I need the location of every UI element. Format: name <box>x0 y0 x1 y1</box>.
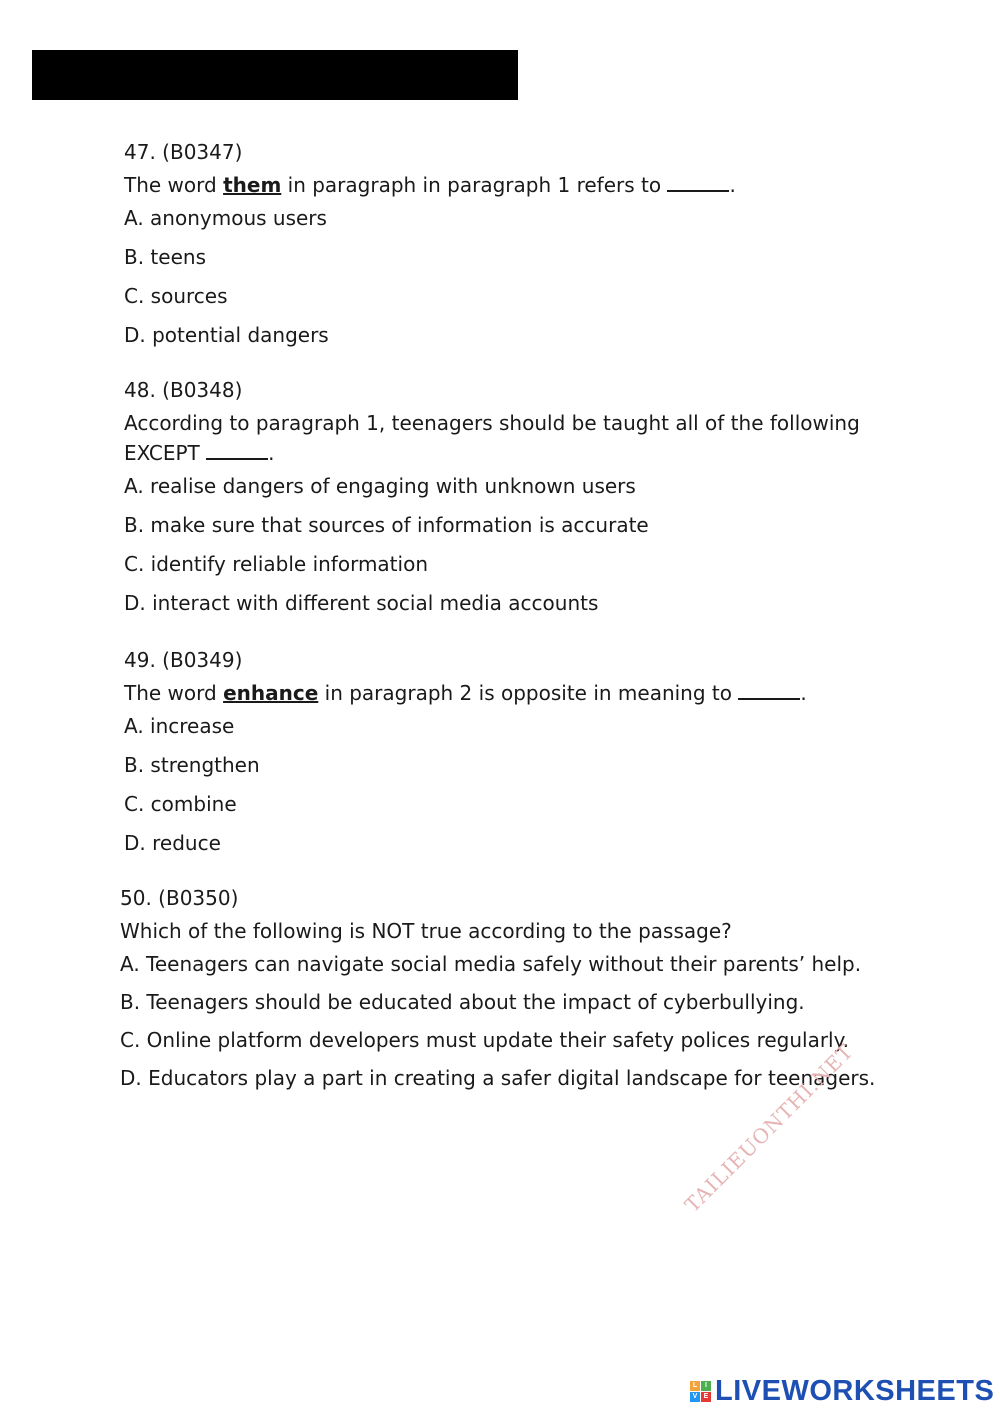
question-50 <box>120 884 920 1102</box>
logo-mark-letter: I <box>701 1381 711 1391</box>
option-b: B. Teenagers should be educated about the impact of cyberbullying. <box>120 990 805 1014</box>
option-b: B. strengthen <box>124 753 260 777</box>
option-d: D. Educators play a part in creating a safer digital landscape for teenagers. <box>120 1066 876 1090</box>
option-d: D. reduce <box>124 831 221 855</box>
answer-blank <box>206 440 268 460</box>
question-number: 49. (B0349) <box>124 648 243 672</box>
option-c: C. identify reliable information <box>124 552 428 576</box>
option-d: D. interact with different social media accounts <box>124 591 599 615</box>
option-c: C. sources <box>124 284 228 308</box>
option-c: C. combine <box>124 792 237 816</box>
question-stem: The word them in paragraph in paragraph 1 refers to . <box>124 173 736 197</box>
option-c: C. Online platform developers must update their safety polices regularly. <box>120 1028 849 1052</box>
question-number: 47. (B0347) <box>124 140 243 164</box>
option-a: A. increase <box>124 714 235 738</box>
redaction-bar <box>32 50 518 100</box>
logo-mark-letter: L <box>690 1381 700 1391</box>
option-d: D. potential dangers <box>124 323 329 347</box>
option-a: A. Teenagers can navigate social media safely without their parents’ help. <box>120 952 862 976</box>
liveworksheets-logo[interactable] <box>690 1373 994 1409</box>
option-b: B. make sure that sources of information is accurate <box>124 513 649 537</box>
question-47 <box>124 138 904 360</box>
liveworksheets-icon <box>690 1381 711 1402</box>
question-stem: The word enhance in paragraph 2 is opposite in meaning to . <box>124 681 807 705</box>
logo-mark-letter: E <box>701 1392 711 1402</box>
question-49 <box>124 646 904 868</box>
logo-mark-letter: V <box>690 1392 700 1402</box>
keyword: enhance <box>223 681 319 705</box>
question-number: 50. (B0350) <box>120 886 239 910</box>
question-number: 48. (B0348) <box>124 378 243 402</box>
option-b: B. teens <box>124 245 206 269</box>
watermark: TAILIEUONTHI.NET <box>680 1039 858 1217</box>
answer-blank <box>738 680 800 700</box>
option-a: A. anonymous users <box>124 206 327 230</box>
question-48 <box>124 376 904 628</box>
answer-blank <box>667 172 729 192</box>
keyword: them <box>223 173 282 197</box>
question-stem: Which of the following is NOT true according to the passage? <box>120 919 732 943</box>
question-stem: According to paragraph 1, teenagers should be taught all of the following EXCEPT . <box>124 411 860 465</box>
option-a: A. realise dangers of engaging with unknown users <box>124 474 636 498</box>
logo-text: LIVEWORKSHEETS <box>715 1374 995 1407</box>
